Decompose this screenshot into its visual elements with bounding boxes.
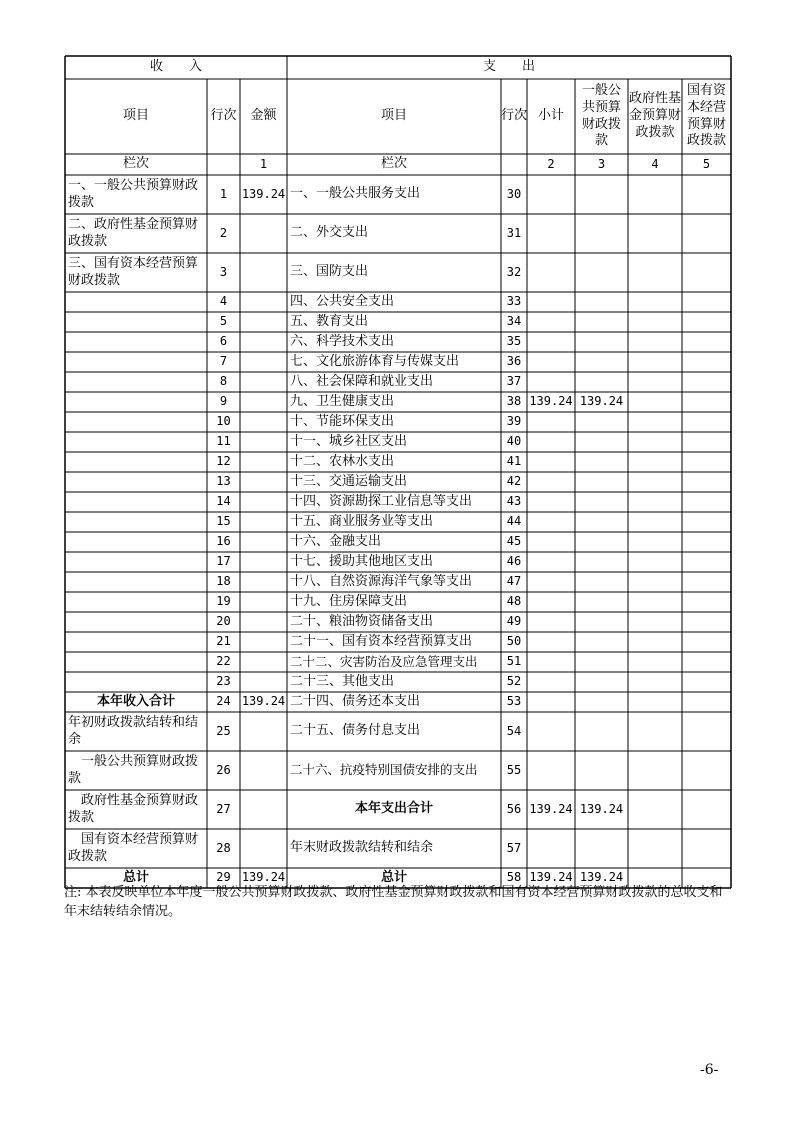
general-budget-amount [575,372,628,392]
expenditure-row-number: 37 [506,374,522,389]
income-row-number: 25 [216,723,231,738]
income-item: 一般公共预算财政拨款 [68,753,199,786]
expenditure-item: 年末财政拨款结转和结余 [290,840,434,856]
income-amount [240,312,287,332]
expenditure-item: 十三、交通运输支出 [290,473,408,489]
expenditure-row-column-header: 行次 [501,108,528,124]
income-amount [240,790,287,829]
subtotal-amount [527,592,575,612]
income-item [65,632,207,652]
income-amount [240,392,287,412]
income-row-number: 1 [219,186,228,201]
government-fund-amount [628,332,682,352]
subtotal-amount [527,652,575,672]
general-budget-amount [575,652,628,672]
income-item [65,572,207,592]
income-row-number: 18 [216,574,231,589]
income-row-number: 27 [216,801,231,816]
expenditure-row-number: 43 [506,494,522,509]
income-item [65,392,207,412]
income-row-number: 2 [219,225,228,240]
income-row-number: 15 [216,514,231,529]
general-budget-amount [575,175,628,214]
state-capital-amount [682,292,731,312]
expenditure-item: 十九、住房保障支出 [290,593,408,609]
expenditure-row-number: 52 [506,674,522,689]
income-amount [240,592,287,612]
expenditure-row-number: 48 [506,594,522,609]
expenditure-item: 十、节能环保支出 [290,413,395,429]
state-capital-amount [682,790,731,829]
general-budget-amount [575,692,628,712]
subtotal-amount [527,512,575,532]
state-capital-amount [682,512,731,532]
income-item: 总计 [122,869,149,885]
subtotal-column-header: 小计 [537,108,564,124]
income-amount [240,672,287,692]
income-item [65,412,207,432]
expenditure-item-column-header: 项目 [380,108,407,124]
state-capital-amount [682,692,731,712]
expenditure-row-number: 58 [506,870,522,885]
state-capital-amount [682,712,731,751]
income-amount [240,352,287,372]
state-capital-amount [682,372,731,392]
state-capital-amount [682,612,731,632]
general-budget-amount [575,712,628,751]
income-amount: 139.24 [241,694,286,709]
government-fund-amount [628,572,682,592]
income-item [65,352,207,372]
state-capital-amount [682,652,731,672]
state-capital-amount [682,253,731,292]
income-amount [240,412,287,432]
general-budget-amount: 139.24 [579,870,624,885]
expenditure-row-number: 32 [506,264,522,279]
general-budget-amount [575,292,628,312]
income-row-number: 13 [216,474,231,489]
expenditure-item: 八、社会保障和就业支出 [290,373,434,389]
income-column-index-1: 1 [259,156,268,171]
expenditure-item: 六、科学技术支出 [290,333,395,349]
state-capital-amount [682,632,731,652]
income-amount [240,492,287,512]
state-capital-amount [682,214,731,253]
government-fund-amount [628,552,682,572]
income-item [65,672,207,692]
expenditure-row-number: 57 [506,840,522,855]
income-amount [240,253,287,292]
income-amount [240,572,287,592]
expenditure-item: 十二、农林水支出 [290,453,395,469]
subtotal-amount: 139.24 [529,394,573,409]
subtotal-amount [527,552,575,572]
income-item: 本年收入合计 [96,693,175,709]
income-row-number: 4 [219,294,228,309]
expenditure-item: 二十四、债务还本支出 [290,693,421,709]
state-capital-amount [682,592,731,612]
income-row-number: 19 [216,594,231,609]
expenditure-item: 总计 [380,869,407,885]
income-item [65,552,207,572]
expenditure-row-number: 50 [506,634,522,649]
expenditure-row-number: 33 [506,294,522,309]
income-row-number: 6 [219,334,228,349]
subtotal-amount [527,372,575,392]
general-budget-amount [575,214,628,253]
income-amount [240,512,287,532]
state-capital-amount [682,332,731,352]
government-fund-amount [628,372,682,392]
income-row-number: 29 [216,870,231,885]
income-row-number: 7 [219,354,228,369]
income-amount [240,452,287,472]
general-budget-amount [575,352,628,372]
general-budget-amount [575,512,628,532]
subtotal-amount: 139.24 [529,870,573,885]
income-row-number: 9 [219,394,228,409]
general-budget-amount [575,751,628,790]
government-fund-amount [628,751,682,790]
general-budget-amount [575,452,628,472]
government-fund-amount [628,412,682,432]
expenditure-row-number: 45 [506,534,522,549]
subtotal-amount [527,492,575,512]
state-capital-amount [682,432,731,452]
state-capital-amount [682,452,731,472]
income-amount [240,372,287,392]
income-item [65,472,207,492]
expenditure-row-number: 42 [506,474,522,489]
expenditure-row-number: 40 [506,434,522,449]
income-amount [240,214,287,253]
subtotal-amount [527,572,575,592]
income-header: 收 入 [149,59,202,75]
general-budget-amount [575,592,628,612]
expenditure-row-number: 30 [506,186,522,201]
income-row-number: 20 [216,614,231,629]
state-capital-amount [682,312,731,332]
column-index-3: 3 [597,156,606,171]
income-row-column-header: 行次 [210,108,237,124]
expenditure-row-number: 38 [506,394,522,409]
income-item [65,652,207,672]
expenditure-column-index-label: 栏次 [380,156,407,172]
government-fund-amount [628,492,682,512]
government-fund-amount [628,829,682,868]
government-fund-amount [628,175,682,214]
subtotal-amount [527,332,575,352]
expenditure-item: 二十三、其他支出 [290,673,395,689]
government-fund-amount [628,532,682,552]
general-budget-amount [575,312,628,332]
subtotal-amount [527,672,575,692]
expenditure-row-number: 35 [506,334,522,349]
general-budget-amount [575,332,628,352]
income-item [65,332,207,352]
income-item [65,452,207,472]
expenditure-item: 十四、资源勘探工业信息等支出 [290,493,473,509]
general-budget-amount [575,672,628,692]
income-amount [240,472,287,492]
government-fund-amount [628,712,682,751]
subtotal-amount [527,292,575,312]
income-item: 一、一般公共预算财政拨款 [68,177,199,210]
income-amount [240,632,287,652]
expenditure-row-number: 44 [506,514,522,529]
expenditure-item: 一、一般公共服务支出 [290,186,421,202]
column-index-4: 4 [651,156,659,171]
income-amount [240,829,287,868]
subtotal-amount [527,253,575,292]
income-row-number: 3 [219,264,228,279]
expenditure-item: 二十、粮油物资储备支出 [290,613,434,629]
income-amount [240,612,287,632]
subtotal-amount [527,829,575,868]
expenditure-row-number: 54 [506,723,522,738]
government-fund-amount [628,292,682,312]
subtotal-amount [527,214,575,253]
subtotal-amount [527,632,575,652]
subtotal-amount [527,175,575,214]
state-capital-amount [682,672,731,692]
state-capital-amount [682,352,731,372]
expenditure-row-number: 49 [506,614,522,629]
income-item [65,312,207,332]
expenditure-row-number: 47 [506,574,522,589]
income-row-number: 26 [216,762,231,777]
income-row-number: 28 [216,840,231,855]
income-amount [240,292,287,312]
subtotal-amount [527,312,575,332]
government-fund-amount [628,352,682,372]
expenditure-item: 十八、自然资源海洋气象等支出 [290,573,473,589]
income-row-number: 12 [216,454,231,469]
income-row-number: 8 [219,374,228,389]
expenditure-item: 本年支出合计 [354,801,433,817]
expenditure-row-number: 39 [506,414,522,429]
expenditure-row-number: 41 [506,454,522,469]
income-item: 二、政府性基金预算财政拨款 [68,216,199,249]
government-fund-amount [628,392,682,412]
state-capital-amount [682,412,731,432]
income-item-column-header: 项目 [122,108,149,124]
general-budget-amount [575,432,628,452]
income-amount-column-header: 金额 [250,108,277,124]
government-fund-amount [628,790,682,829]
general-budget-amount [575,472,628,492]
income-amount [240,751,287,790]
income-item [65,372,207,392]
expenditure-row-number: 31 [506,225,522,240]
state-capital-amount [682,392,731,412]
government-fund-amount [628,253,682,292]
general-budget-amount [575,829,628,868]
income-item: 年初财政拨款结转和结余 [68,714,199,747]
income-item [65,512,207,532]
subtotal-amount [527,412,575,432]
income-item [65,432,207,452]
expenditure-item: 三、国防支出 [290,264,369,280]
government-fund-amount [628,632,682,652]
government-fund-amount [628,652,682,672]
income-row-number: 24 [216,694,231,709]
subtotal-amount [527,751,575,790]
expenditure-row-number: 46 [506,554,522,569]
subtotal-amount [527,712,575,751]
income-row-number: 21 [216,634,231,649]
income-column-index-label: 栏次 [122,156,149,172]
state-capital-amount [682,751,731,790]
subtotal-amount [527,352,575,372]
expenditure-row-number: 53 [506,694,522,709]
income-row-number: 17 [216,554,231,569]
income-item [65,292,207,312]
income-amount [240,552,287,572]
expenditure-row-number: 51 [506,654,522,669]
expenditure-item: 二十二、灾害防治及应急管理支出 [290,653,478,669]
page-number: -6- [700,1062,719,1078]
income-amount [240,532,287,552]
subtotal-amount [527,432,575,452]
expenditure-item: 十六、金融支出 [290,533,382,549]
government-fund-amount [628,214,682,253]
expenditure-item: 七、文化旅游体育与传媒支出 [290,353,460,369]
expenditure-item: 二十五、债务付息支出 [290,723,421,739]
income-amount [240,712,287,751]
government-fund-amount [628,672,682,692]
income-amount [240,652,287,672]
income-row-number: 14 [216,494,231,509]
expenditure-item: 二、外交支出 [290,225,369,241]
income-item [65,592,207,612]
income-item: 国有资本经营预算财政拨款 [68,831,199,864]
subtotal-amount [527,532,575,552]
state-capital-amount [682,175,731,214]
government-fund-amount [628,692,682,712]
government-fund-amount [628,432,682,452]
general-budget-amount [575,253,628,292]
government-fund-amount [628,452,682,472]
general-budget-amount [575,532,628,552]
general-budget-amount: 139.24 [579,801,624,816]
income-item [65,532,207,552]
general-budget-amount [575,492,628,512]
state-capital-amount [682,492,731,512]
expenditure-header: 支 出 [482,59,535,75]
government-fund-amount [628,472,682,492]
income-row-number: 23 [216,674,231,689]
expenditure-item: 二十六、抗疫特别国债安排的支出 [290,762,478,778]
subtotal-amount [527,612,575,632]
expenditure-item: 九、卫生健康支出 [290,393,395,409]
state-capital-amount [682,829,731,868]
state-capital-amount [682,552,731,572]
income-row-number: 11 [216,434,231,449]
government-fund-amount [628,592,682,612]
income-item: 三、国有资本经营预算财政拨款 [68,255,199,288]
expenditure-row-number: 36 [506,354,522,369]
expenditure-item: 四、公共安全支出 [290,293,395,309]
income-row-number: 10 [216,414,231,429]
income-row-number: 16 [216,534,231,549]
income-amount: 139.24 [241,870,286,885]
expenditure-item: 十七、援助其他地区支出 [290,553,434,569]
government-fund-amount [628,612,682,632]
state-capital-amount [682,472,731,492]
income-item [65,612,207,632]
income-item [65,492,207,512]
income-row-number: 5 [219,314,228,329]
state-capital-amount [682,532,731,552]
expenditure-row-number: 55 [506,762,522,777]
subtotal-amount [527,692,575,712]
expenditure-item: 十五、商业服务业等支出 [290,513,434,529]
state-capital-amount [682,572,731,592]
general-budget-amount [575,572,628,592]
expenditure-row-number: 34 [506,314,522,329]
general-budget-amount [575,552,628,572]
income-row-number: 22 [216,654,231,669]
income-item: 政府性基金预算财政拨款 [68,792,199,825]
table-note: 注: 本表反映单位本年度一般公共预算财政拨款、政府性基金预算财政拨款和国有资本经营预算财政拨款的总收支和年末结转结余情况。 [64,885,723,919]
subtotal-amount: 139.24 [529,801,573,816]
expenditure-row-number: 56 [506,801,522,816]
income-amount [240,432,287,452]
government-fund-amount [628,312,682,332]
subtotal-amount [527,472,575,492]
subtotal-amount [527,452,575,472]
general-budget-column-header: 一般公共预算财政拨款 [581,82,621,149]
general-budget-amount [575,412,628,432]
general-budget-amount [575,632,628,652]
expenditure-item: 二十一、国有资本经营预算支出 [290,633,473,649]
state-capital-column-header: 国有资本经营预算财政拨款 [686,82,726,149]
column-index-2: 2 [547,156,555,171]
general-budget-amount: 139.24 [579,394,624,409]
expenditure-item: 十一、城乡社区支出 [290,433,408,449]
income-amount [240,332,287,352]
general-budget-amount [575,612,628,632]
government-fund-amount [628,512,682,532]
government-fund-column-header: 政府性基金预算财政拨款 [629,91,682,140]
column-index-5: 5 [702,156,711,171]
expenditure-item: 五、教育支出 [290,313,369,329]
income-amount: 139.24 [241,186,286,201]
